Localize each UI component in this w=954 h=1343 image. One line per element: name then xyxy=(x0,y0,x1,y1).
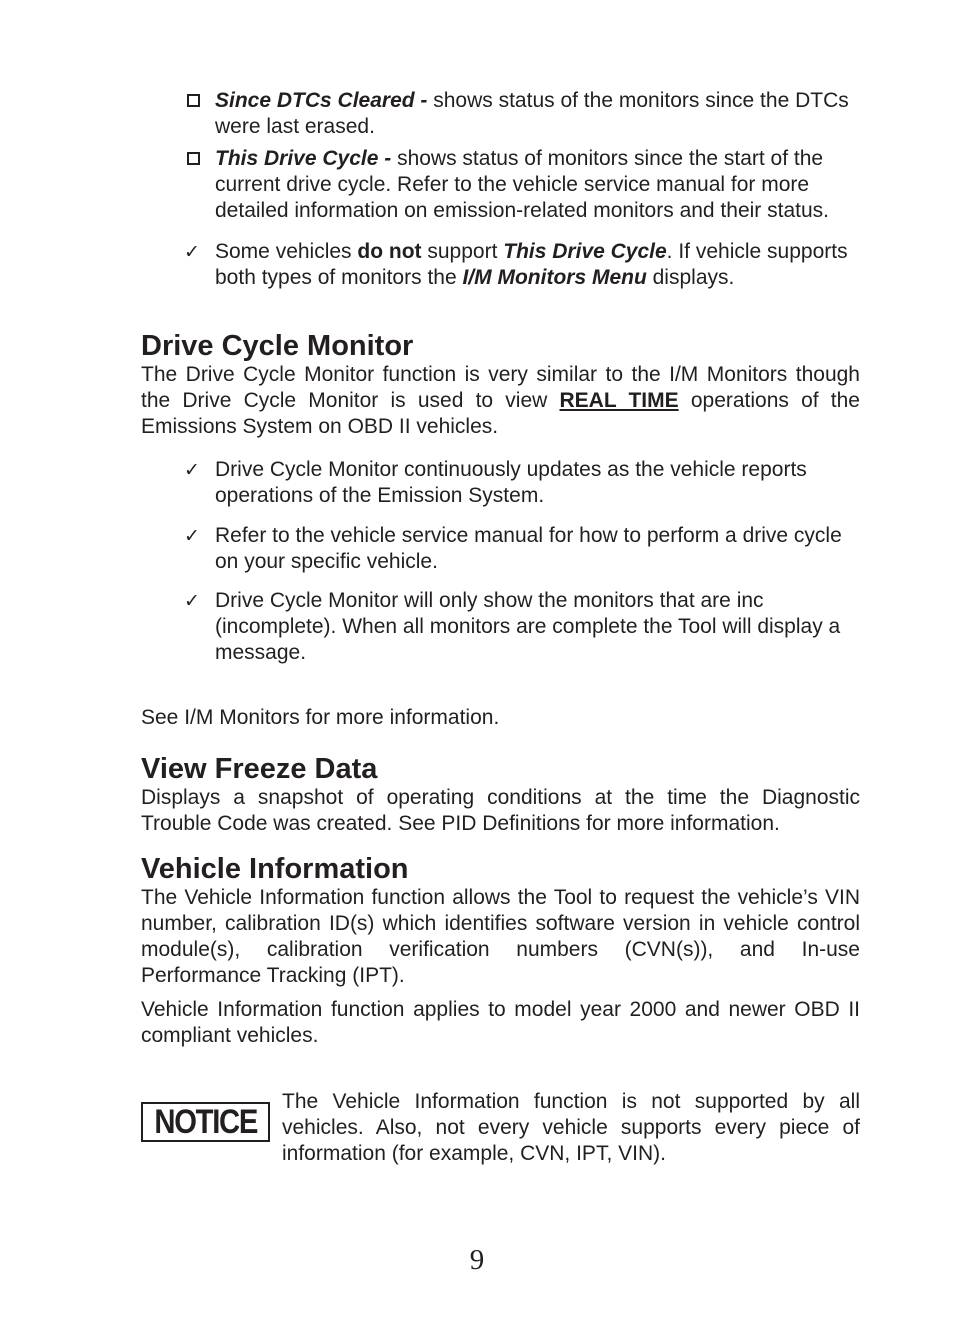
check-mark-icon: ✓ xyxy=(184,525,200,547)
intro-emphasis: REAL TIME xyxy=(559,389,679,412)
note-emphasis: This Drive Cycle xyxy=(503,240,667,263)
section-heading-freeze-data: View Freeze Data xyxy=(141,753,378,785)
note-text: Refer to the vehicle service manual for how to perform a drive cycle on your specific vehicle. xyxy=(215,524,842,573)
item-lead: Since DTCs Cleared - xyxy=(215,89,428,112)
check-mark-icon: ✓ xyxy=(184,241,200,263)
vehicle-info-body-2: Vehicle Information function applies to model year 2000 and newer OBD II compliant vehicles. xyxy=(141,998,860,1047)
top-note-list xyxy=(141,239,860,291)
drive-cycle-intro xyxy=(141,362,860,440)
list-item xyxy=(141,588,860,666)
note-text: support xyxy=(421,240,504,263)
list-item xyxy=(141,88,860,140)
note-text: displays. xyxy=(646,266,735,289)
item-text: shows status of monitors since the start of the current drive cycle. Refer to the vehicle service manual for more detailed information on emission-related monitors and their status. xyxy=(215,147,829,222)
list-item xyxy=(141,239,860,291)
note-text: Drive Cycle Monitor continuously updates as the vehicle reports operations of the Emission System. xyxy=(215,458,807,507)
note-emphasis: I/M Monitors Menu xyxy=(462,266,647,289)
vehicle-info-body: The Vehicle Information function allows the Tool to request the vehicle’s VIN number, calibration ID(s) which identifies software version in vehicle control module(s), calibration verification numbers (CVN(s)), and In-use Performance Tracking (IPT). xyxy=(141,886,860,987)
notice-label: NOTICE xyxy=(154,1103,257,1141)
note-text: . If vehicle supports both types of monitors the xyxy=(215,240,848,289)
note-emphasis: do not xyxy=(357,240,422,263)
freeze-data-body: Displays a snapshot of operating conditions at the time the Diagnostic Trouble Code was created. See PID Definitions for more information. xyxy=(141,786,860,835)
page-number: 9 xyxy=(469,1244,485,1276)
check-mark-icon: ✓ xyxy=(184,459,200,481)
section-heading-drive-cycle: Drive Cycle Monitor xyxy=(141,330,414,362)
list-item xyxy=(141,146,860,224)
checkbox-bullet-icon xyxy=(187,152,200,165)
drive-cycle-notes xyxy=(141,457,860,666)
section-heading-vehicle-info: Vehicle Information xyxy=(141,853,409,885)
item-lead: This Drive Cycle - xyxy=(215,147,392,170)
notice-block xyxy=(141,1089,860,1167)
check-mark-icon: ✓ xyxy=(184,590,200,612)
item-text: shows status of the monitors since the DTCs were last erased. xyxy=(215,89,849,138)
see-also-text: See I/M Monitors for more information. xyxy=(141,706,500,729)
page-content xyxy=(141,88,860,1167)
notice-badge xyxy=(141,1102,270,1142)
note-text: Drive Cycle Monitor will only show the monitors that are inc (incomplete). When all monitors are complete the Tool will display a message. xyxy=(215,589,841,664)
list-item xyxy=(141,523,860,575)
notice-text: The Vehicle Information function is not supported by all vehicles. Also, not every vehicle supports every piece of information (for example, CVN, IPT, VIN). xyxy=(282,1090,860,1165)
list-item xyxy=(141,457,860,509)
monitor-type-list xyxy=(141,88,860,224)
intro-text: The Drive Cycle Monitor function is very similar to the I/M Monitors though the Drive Cycle Monitor is used to view xyxy=(141,363,860,412)
note-text: Some vehicles xyxy=(215,240,358,263)
intro-text: operations of the Emissions System on OBD II vehicles. xyxy=(141,389,860,438)
checkbox-bullet-icon xyxy=(187,94,200,107)
